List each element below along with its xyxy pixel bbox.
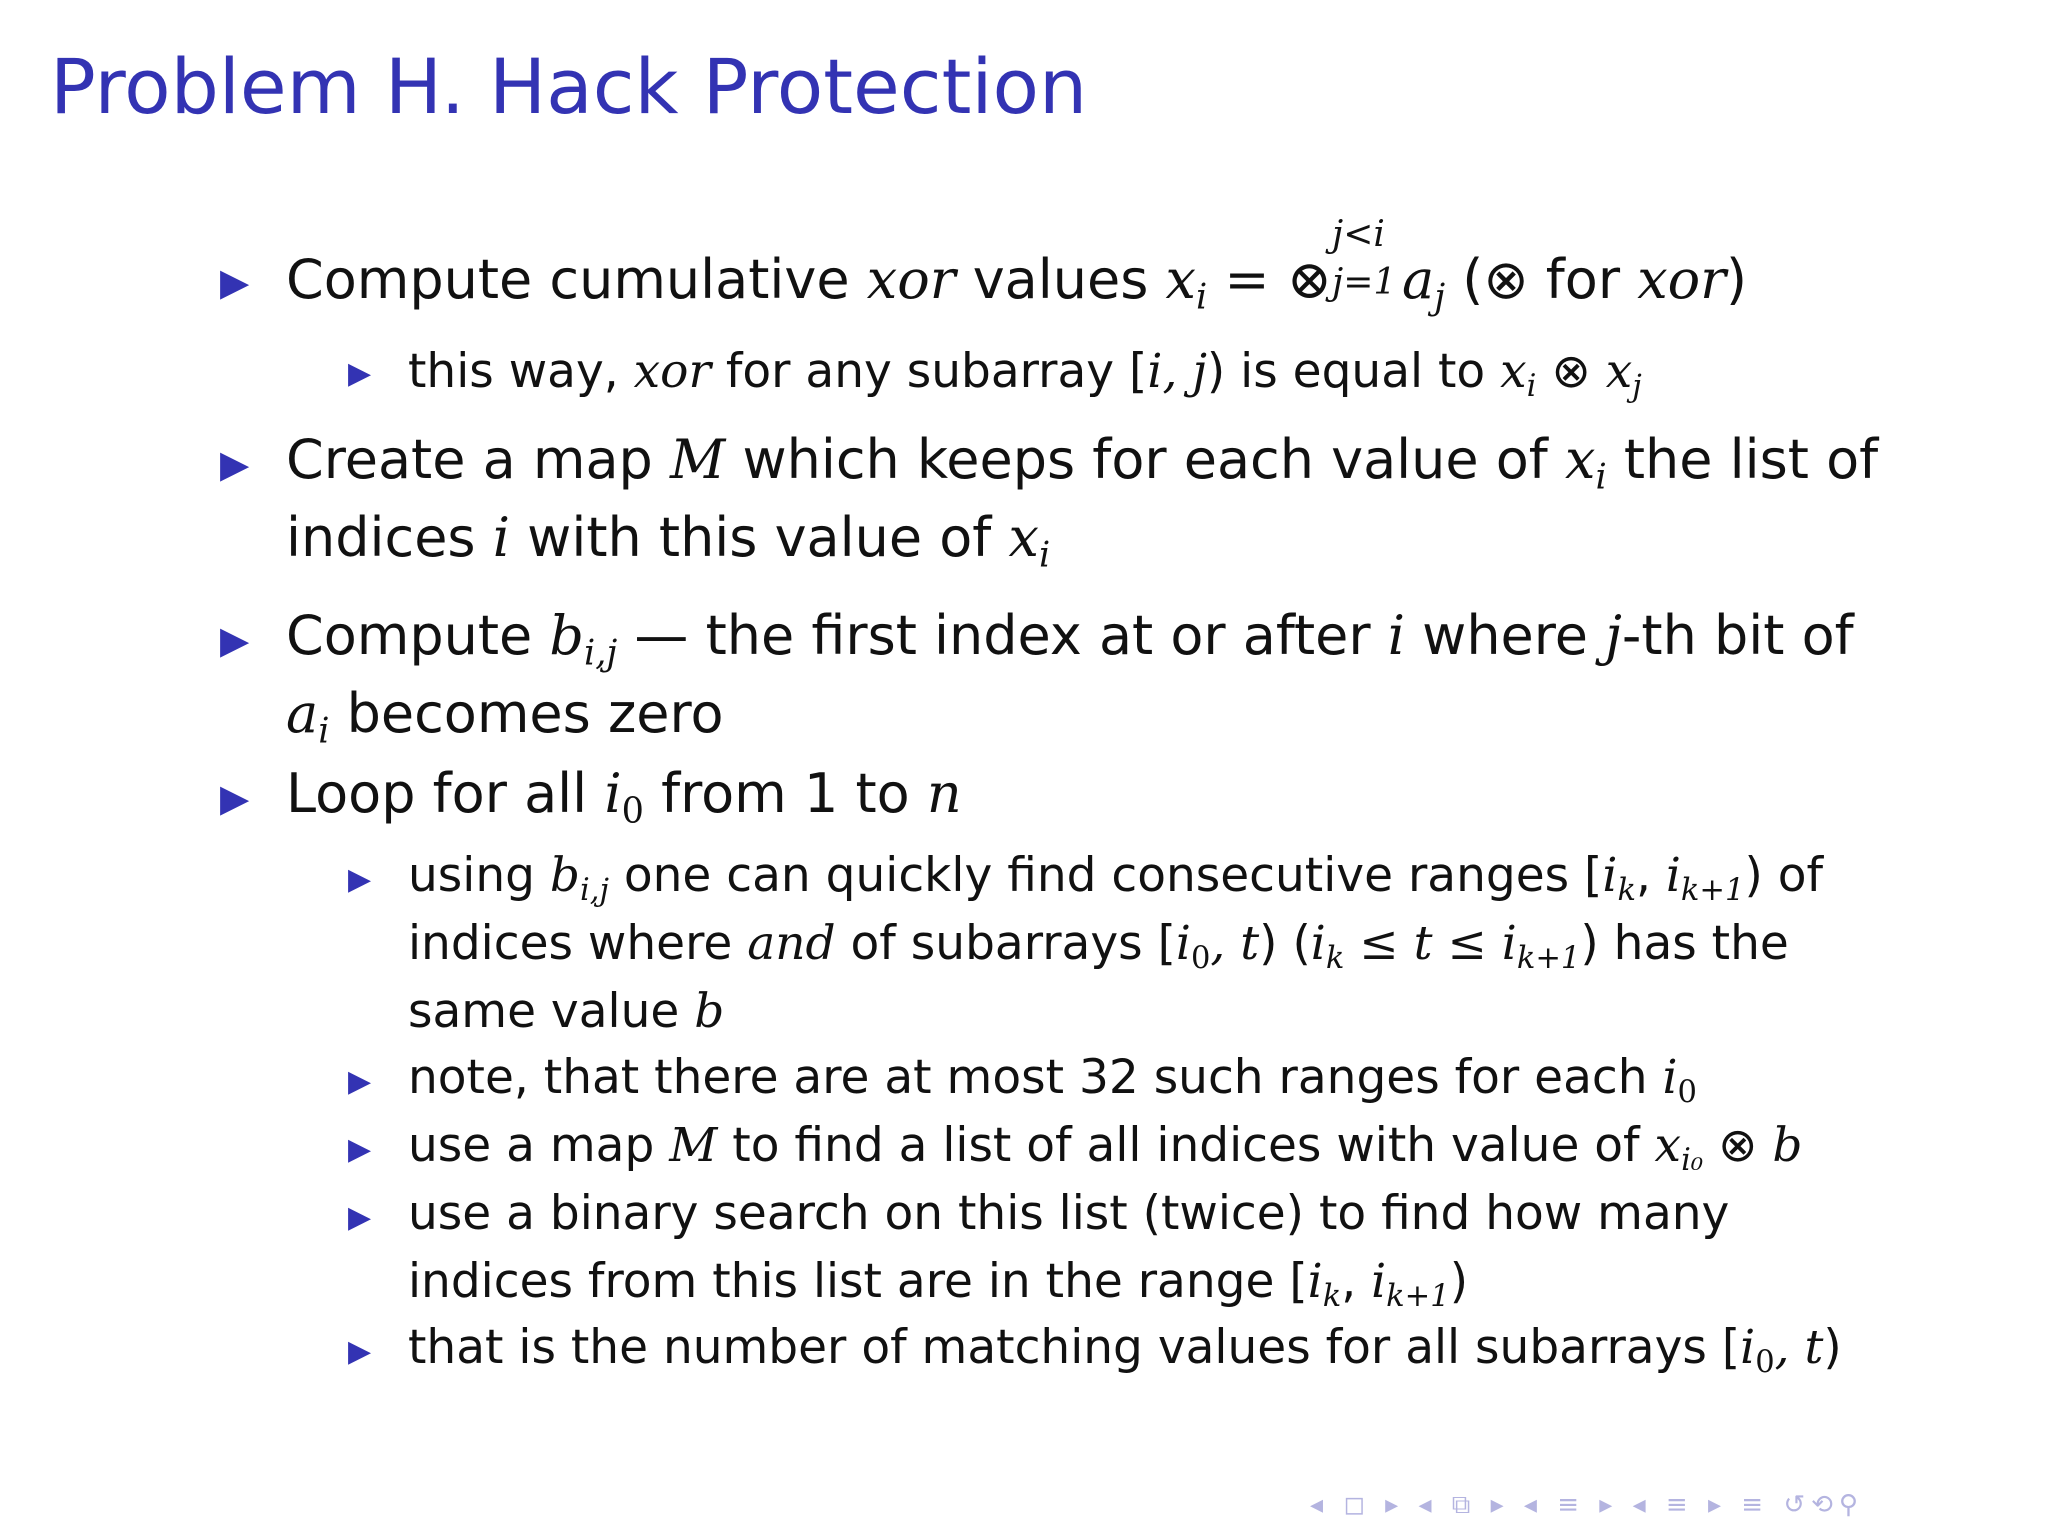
bullet-item-compute-b: Compute $b_{i,j}$ — the first index at or after i where j-th bit of [286,604,1854,674]
sub-bullet-icon: ▶ [348,1064,372,1099]
sub-bullet-icon: ▶ [348,356,372,391]
bullet-item-loop: Loop for all $i_0$ from 1 to n [286,762,962,832]
sub-bullet-icon: ▶ [348,1334,372,1369]
bullet-item-cumulative-xor: Compute cumulative xor values $x_i$ = ⊗ j<i j=1 $a_j$ (⊗ for xor) [286,214,1748,318]
beamer-navigation-icons[interactable]: ◂ ◻ ▸ ◂ ⧉ ▸ ◂ ≡ ▸ ◂ ≡ ▸ ≡ ↺⟲⚲ [1310,1490,1864,1520]
slide-title: Problem H. Hack Protection [50,42,1088,131]
sub-bullet-consecutive-ranges: using $b_{i,j}$ one can quickly find consecutive ranges [$i_k$, $i_{k+1}$) of [408,848,1824,909]
sub-bullet-matching-values: that is the number of matching values for all subarrays [$i_0$, t) [408,1320,1842,1381]
sub-bullet-subarray-xor: this way, xor for any subarray [i, j) is equal to $x_i$ ⊗ $x_j$ [408,344,1642,405]
sub-bullet-use-map: use a map M to find a list of all indices with value of $x_{i_0}$ ⊗ b [408,1118,1803,1179]
sub-bullet-icon: ▶ [348,862,372,897]
sub-bullet-icon: ▶ [348,1200,372,1235]
bullet-icon: ▶ [220,260,250,304]
sub-bullet-icon: ▶ [348,1132,372,1167]
formula-limits: j<i j=1 [1332,214,1397,303]
sub-bullet-consecutive-ranges-cont: indices where and of subarrays [$i_0$, t) $(i_k \le t \le i_{k+1})$ has the [408,916,1789,977]
sub-bullet-binary-search-cont: indices from this list are in the range [$i_k$, $i_{k+1}$) [408,1254,1469,1315]
bullet-item-create-map: Create a map M which keeps for each value of $x_i$ the list of [286,428,1879,498]
bullet-item-compute-b-cont: $a_i$ becomes zero [286,682,724,752]
sub-bullet-binary-search: use a binary search on this list (twice) to find how many [408,1186,1730,1241]
sub-bullet-consecutive-ranges-cont2: same value b [408,984,725,1039]
bullet-icon: ▶ [220,618,250,662]
bullet-icon: ▶ [220,776,250,820]
bullet-item-create-map-cont: indices i with this value of $x_i$ [286,506,1051,576]
sub-bullet-at-most-32: note, that there are at most 32 such ranges for each $i_0$ [408,1050,1697,1111]
bullet-icon: ▶ [220,442,250,486]
